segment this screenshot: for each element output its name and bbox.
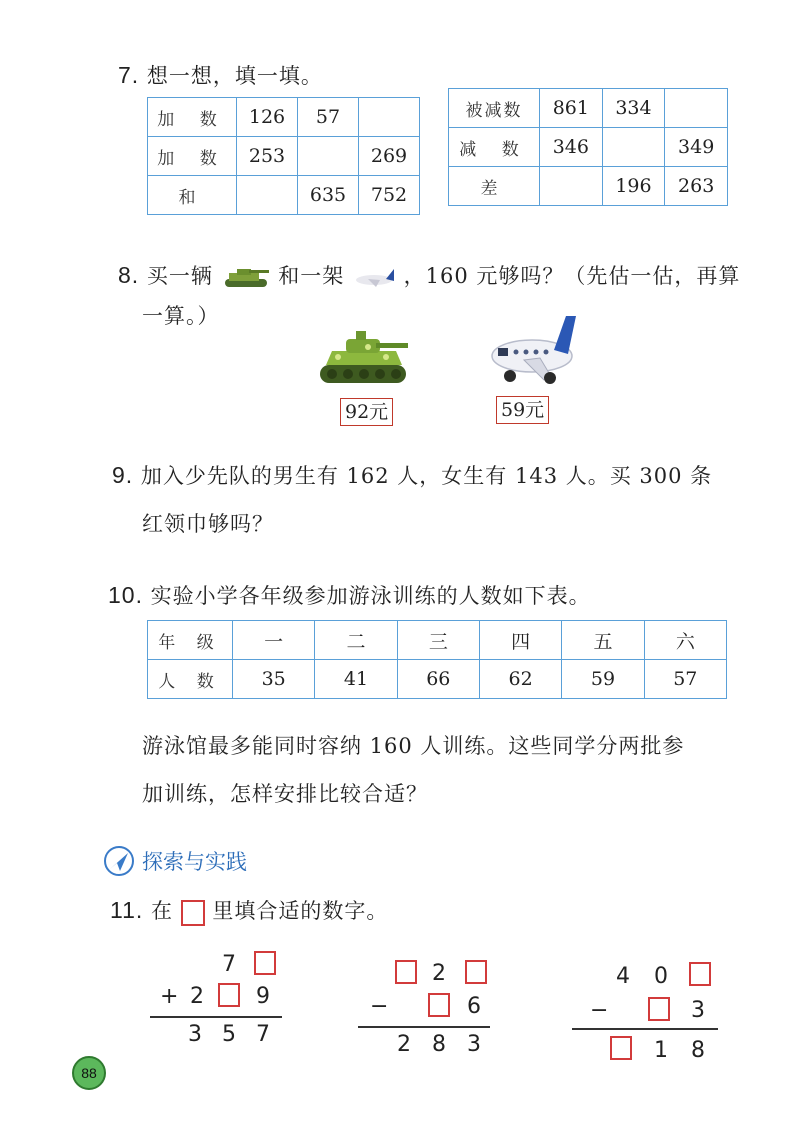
digit: 7 [222,952,236,977]
table-cell: 减 数 [449,128,540,167]
q7-number: 7. [118,62,140,88]
table-row [148,137,420,176]
table-cell: 66 [397,660,479,699]
table-row [148,98,420,137]
q7-text: 想一想，填一填。 [146,64,323,88]
table-cell: 加 数 [148,137,237,176]
digit: 5 [222,1022,236,1047]
q11-heading [110,895,388,926]
table-cell: 和 [148,176,237,215]
table-cell: 346 [540,128,603,167]
digit: 3 [188,1022,202,1047]
answer-box[interactable] [689,962,711,986]
table-cell: 59 [562,660,644,699]
table-cell: 六 [644,621,726,660]
q11-text-a: 在 [150,899,173,923]
q9-text-line1: 加入少先队的男生有 162 人，女生有 143 人。买 300 条 [140,464,713,488]
table-row [148,621,727,660]
table-row [449,89,728,128]
q8-number: 8. [118,262,140,288]
answer-box[interactable] [218,983,240,1007]
answer-box[interactable] [254,951,276,975]
digit: 4 [616,964,630,989]
table-cell[interactable] [602,128,665,167]
difference-line [358,1026,490,1028]
digit: 2 [397,1032,411,1057]
section-title: 探索与实践 [142,850,247,874]
table-cell: 62 [479,660,561,699]
airplane-image [488,310,580,386]
q8-text-c: ，160 元够吗？（先估一估，再算 [403,264,741,288]
q8-text-d: 一算。） [142,304,220,328]
explore-icon [102,845,136,877]
digit: 3 [467,1032,481,1057]
table-cell: 253 [237,137,298,176]
q9-number: 9. [112,462,134,488]
table-cell: 一 [233,621,315,660]
table-cell: 四 [479,621,561,660]
digit: 8 [432,1032,446,1057]
q8-text-b: 和一架 [278,264,345,288]
answer-box[interactable] [395,960,417,984]
q11-number: 11. [110,897,144,923]
table-cell: 861 [540,89,603,128]
table-cell: 263 [665,167,728,206]
table-cell[interactable] [540,167,603,206]
table-cell: 752 [359,176,420,215]
plane-price-label: 59元 [496,396,549,424]
answer-box-sample [181,900,205,926]
tank-image [318,325,410,387]
table-header-label: 年 级 [148,621,233,660]
small-plane-icon [352,267,396,289]
table-cell: 635 [298,176,359,215]
swim-table [147,620,727,699]
table-cell: 三 [397,621,479,660]
q9-line1 [112,460,712,490]
table-cell: 五 [562,621,644,660]
table-cell: 41 [315,660,397,699]
table-cell: 334 [602,89,665,128]
table-cell: 差 [449,167,540,206]
operator: + [160,984,179,1009]
operator: − [370,994,389,1019]
q10-text-line2: 加训练，怎样安排比较合适？ [142,782,428,806]
digit: 2 [432,961,446,986]
table-row [449,167,728,206]
digit: 9 [256,984,270,1009]
answer-box[interactable] [610,1036,632,1060]
table-row [449,128,728,167]
q9-text-line2: 红领巾够吗？ [142,512,274,536]
digit: 6 [467,994,481,1019]
table-cell: 35 [233,660,315,699]
table-row [148,660,727,699]
small-tank-icon [221,267,271,289]
section-heading [102,845,247,877]
digit: 1 [654,1038,668,1063]
q7-heading [118,60,323,90]
table-cell[interactable] [359,98,420,137]
answer-box[interactable] [465,960,487,984]
q10-heading [108,580,591,610]
difference-line [572,1028,718,1030]
addition-table [147,97,420,215]
answer-box[interactable] [428,993,450,1017]
tank-price-label: 92元 [340,398,393,426]
answer-box[interactable] [648,997,670,1021]
digit: 7 [256,1022,270,1047]
q10-text: 实验小学各年级参加游泳训练的人数如下表。 [150,584,591,608]
table-cell: 349 [665,128,728,167]
table-cell: 二 [315,621,397,660]
q10-text-line1: 游泳馆最多能同时容纳 160 人训练。这些同学分两批参 [142,734,685,758]
q8-line1 [118,260,740,290]
table-cell: 126 [237,98,298,137]
table-cell: 196 [602,167,665,206]
subtraction-table [448,88,728,206]
table-cell: 被减数 [449,89,540,128]
table-cell: 57 [644,660,726,699]
q10-number: 10. [108,582,143,608]
table-cell[interactable] [298,137,359,176]
digit: 8 [691,1038,705,1063]
table-cell: 加 数 [148,98,237,137]
table-cell: 269 [359,137,420,176]
q8-text-a: 买一辆 [146,264,213,288]
digit: 0 [654,964,668,989]
table-cell: 57 [298,98,359,137]
digit: 3 [691,998,705,1023]
sum-line [150,1016,282,1018]
table-header-label: 人 数 [148,660,233,699]
page-number: 88 [72,1056,106,1090]
table-cell[interactable] [665,89,728,128]
q11-text-b: 里填合适的数字。 [212,899,389,923]
table-cell[interactable] [237,176,298,215]
digit: 2 [190,984,204,1009]
table-row [148,176,420,215]
operator: − [590,998,609,1023]
